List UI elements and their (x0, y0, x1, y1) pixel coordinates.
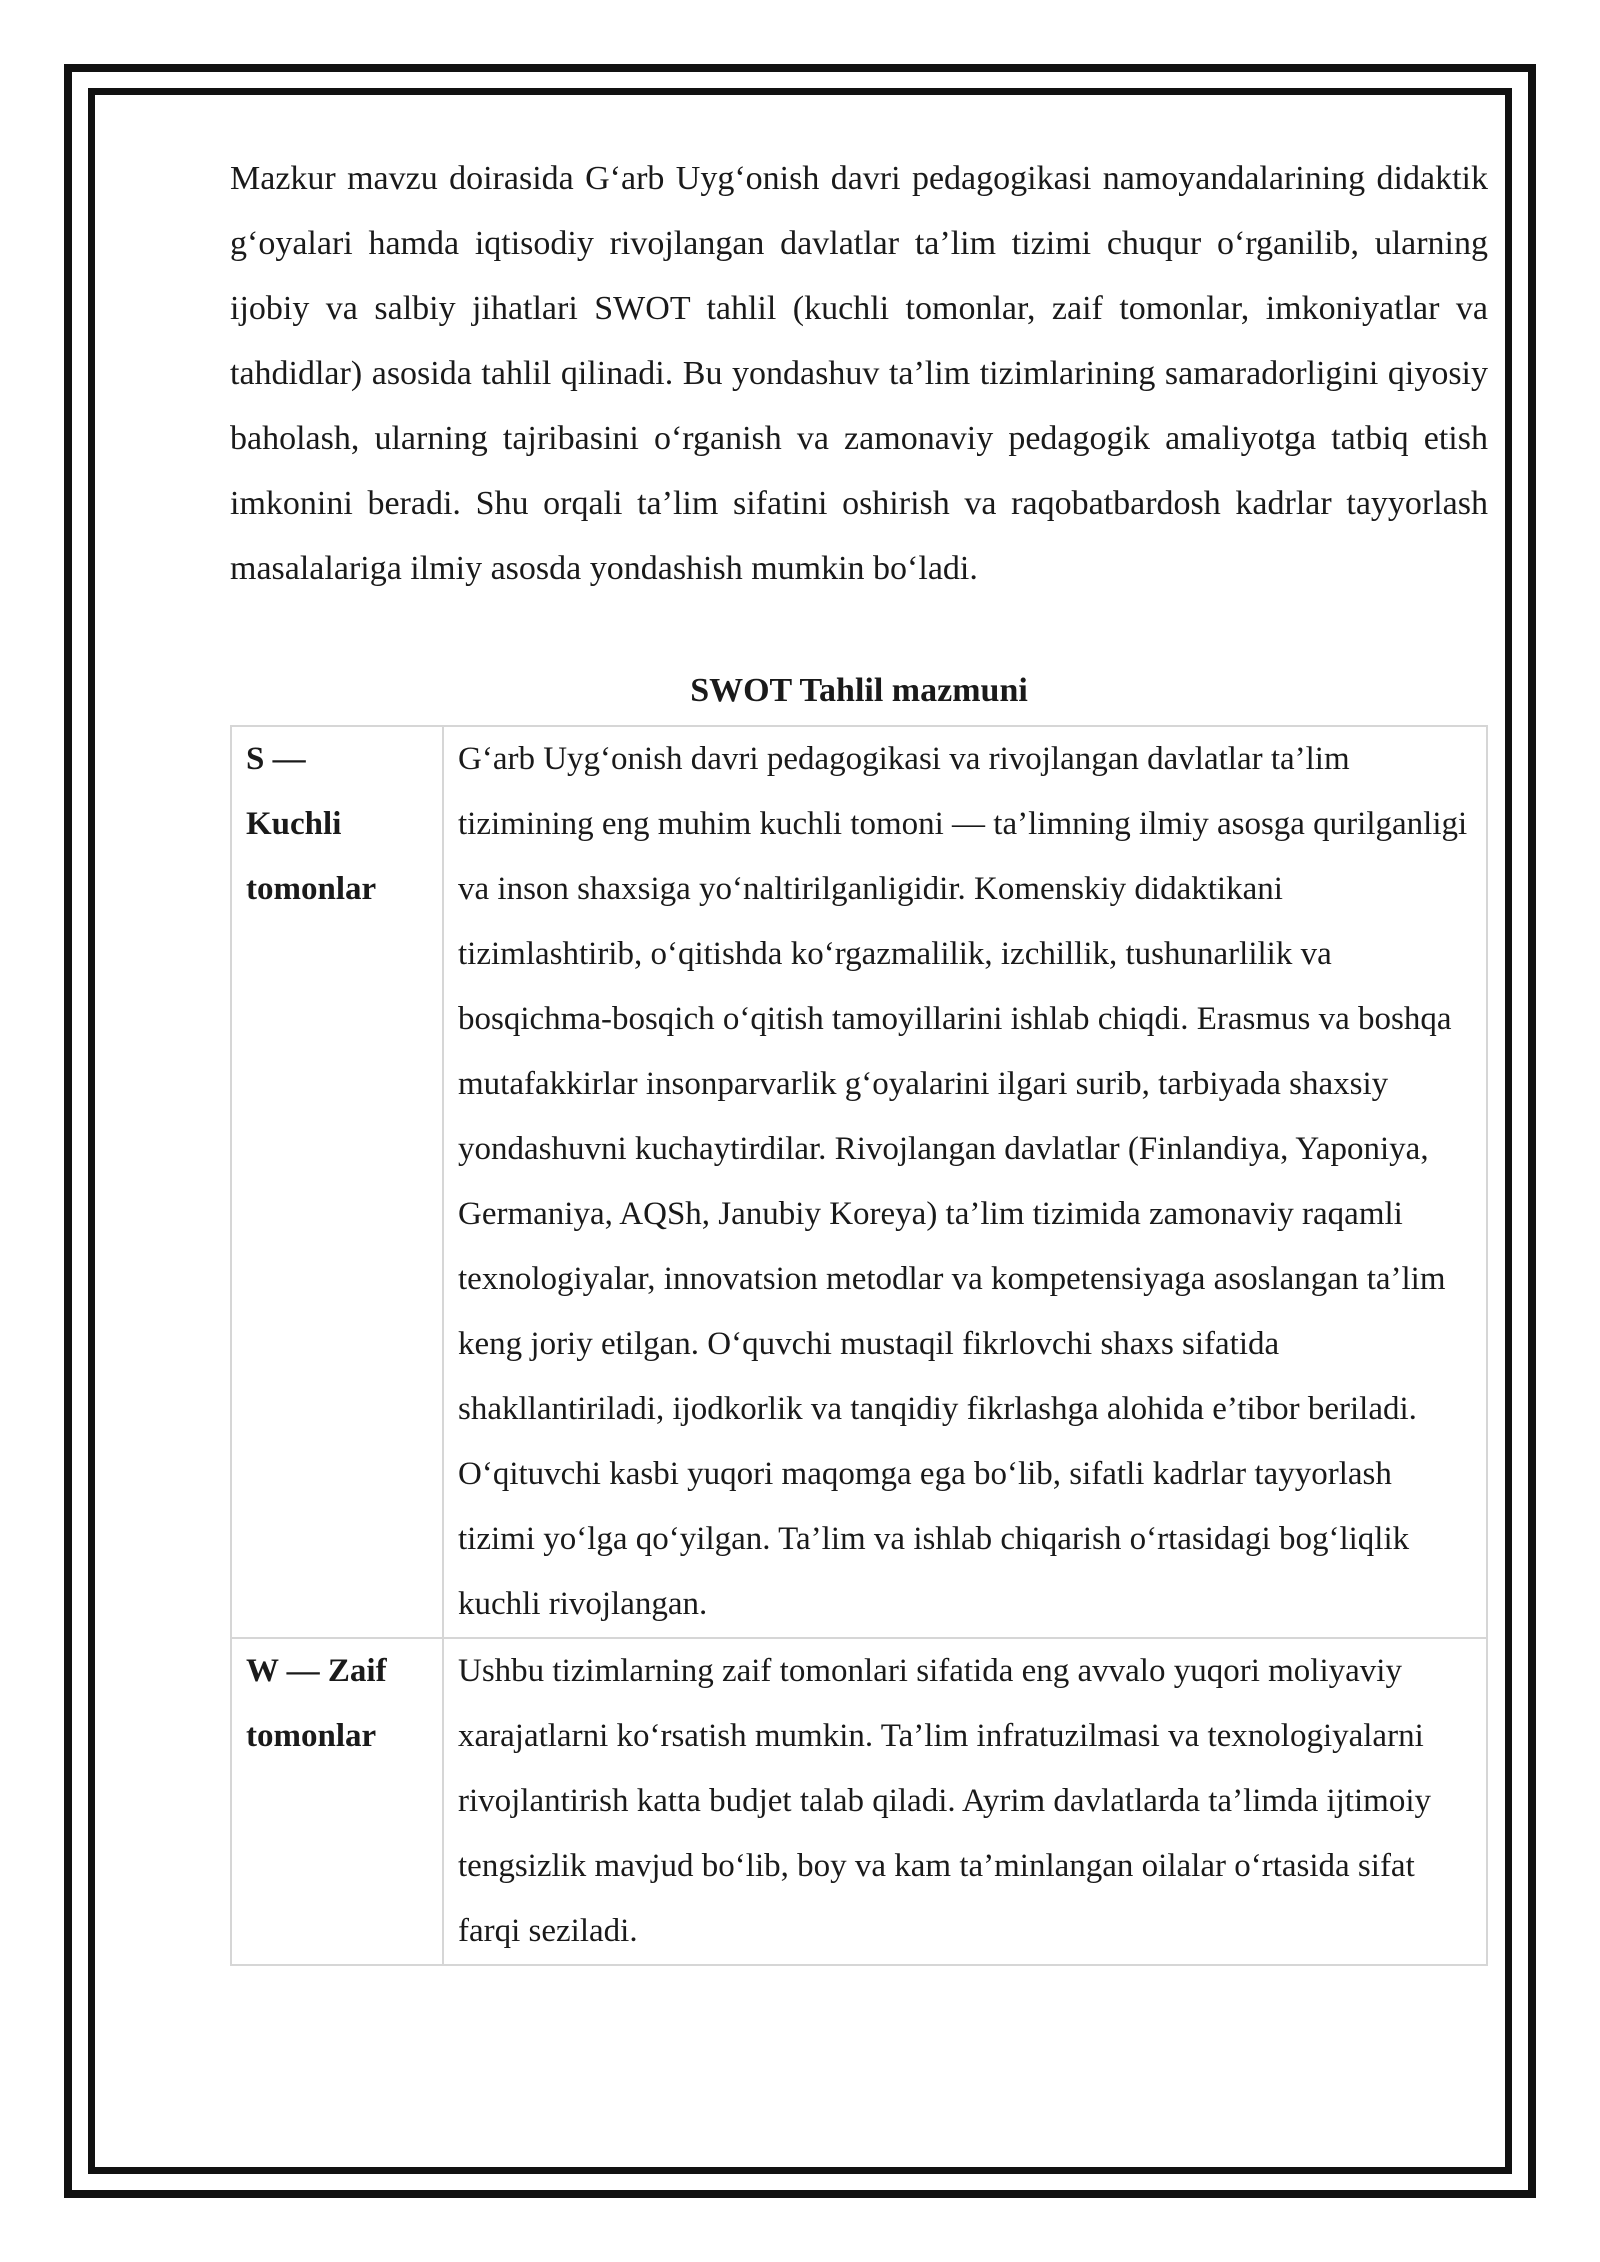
intro-paragraph: Mazkur mavzu doirasida G‘arb Uyg‘onish davri pedagogikasi namoyandalarining didaktik g‘oyalari hamda iqtisodiy rivojlangan davlatlar ta’lim tizimi chuqur o‘rganilib, ularning ijobiy va salbiy jihatlari SWOT tahlil (kuchli tomonlar, zaif tomonlar, imkoniyatlar va tahdidlar) asosida tahlil qilinadi. Bu yondashuv ta’lim tizimlarining samaradorligini qiyosiy baholash, ularning tajribasini o‘rganish va zamonaviy pedagogik amaliyotga tatbiq etish imkonini beradi. Shu orqali ta’lim sifatini oshirish va raqobatbardosh kadrlar tayyorlash masalalariga ilmiy asosda yondashish mumkin bo‘ladi. (230, 160, 1488, 587)
section-title: SWOT Tahlil mazmuni (690, 672, 1028, 709)
swot-table (230, 725, 1488, 1966)
swot-label-weaknesses (231, 1638, 443, 1965)
swot-row-weaknesses (231, 1638, 1487, 1965)
label-line: S — (246, 741, 306, 777)
label-line: tomonlar (246, 871, 377, 907)
swot-text-strengths: G‘arb Uyg‘onish davri pedagogikasi va rivojlangan davlatlar ta’lim tizimining eng muhim kuchli tomoni — ta’limning ilmiy asosga qurilganligi va inson shaxsiga yo‘naltirilganligidir. Komenskiy didaktikani tizimlashtirib, o‘qitishda ko‘rgazmalilik, izchillik, tushunarlilik va bosqichma-bosqich o‘qitish tamoyillarini ishlab chiqdi. Erasmus va boshqa mutafakkirlar insonparvarlik g‘oyalarini ilgari surib, tarbiyada shaxsiy yondashuvni kuchaytirdilar. Rivojlangan davlatlar (Finlandiya, Yaponiya, Germaniya, AQSh, Janubiy Koreya) ta’lim tizimida zamonaviy raqamli texnologiyalar, innovatsion metodlar va kompetensiyaga asoslangan ta’lim keng joriy etilgan. O‘quvchi mustaqil fikrlovchi shaxs sifatida shakllantiriladi, ijodkorlik va tanqidiy fikrlashga alohida e’tibor beriladi. O‘qituvchi kasbi yuqori maqomga ega bo‘lib, sifatli kadrlar tayyorlash tizimi yo‘lga qo‘yilgan. Ta’lim va ishlab chiqarish o‘rtasidagi bog‘liqlik kuchli rivojlangan. (443, 726, 1487, 1638)
label-line: W — Zaif (246, 1653, 387, 1689)
page-content (230, 146, 1488, 1966)
swot-row-strengths (231, 726, 1487, 1638)
swot-label-strengths (231, 726, 443, 1638)
label-line: Kuchli (246, 806, 342, 842)
label-line: tomonlar (246, 1718, 377, 1754)
swot-text-weaknesses: Ushbu tizimlarning zaif tomonlari sifatida eng avvalo yuqori moliyaviy xarajatlarni ko‘rsatish mumkin. Ta’lim infratuzilmasi va texnologiyalarni rivojlantirish katta budjet talab qiladi. Ayrim davlatlarda ta’limda ijtimoiy tengsizlik mavjud bo‘lib, boy va kam ta’minlangan oilalar o‘rtasida sifat farqi seziladi. (443, 1638, 1487, 1965)
